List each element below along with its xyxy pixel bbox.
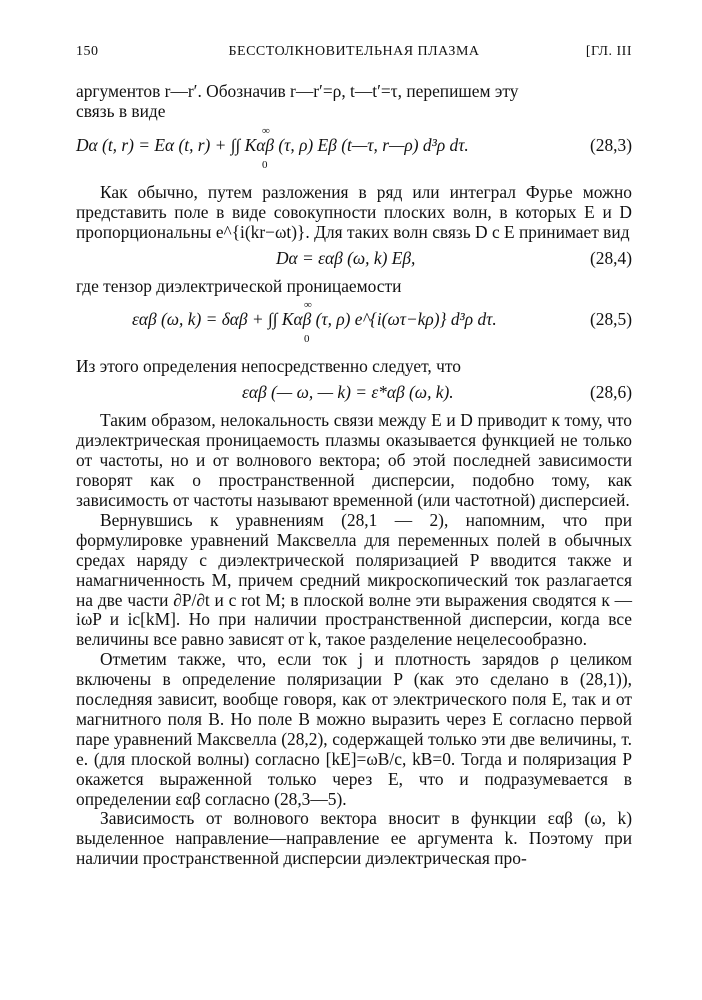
integral-upper-limit: ∞ [304,299,312,312]
paragraph-2: Как обычно, путем разложения в ряд или интеграл Фурье можно представить поле в виде совокупности плоских волн, в которых E и D пропорциональны e^{i(kr−ωt)}. Для таких волн связь D с E принимает вид [76,181,632,242]
page-body [76,82,632,869]
page-number: 150 [76,44,99,59]
equation-number: (28,4) [589,247,632,268]
paragraph-4: Из этого определения непосредственно следует, что [76,356,461,377]
paragraph-8: Зависимость от волнового вектора вносит в функции εαβ (ω, k) выделенное направление—направление ее аргумента k. Поэтому при наличии пространственной дисперсии диэлектрическая про- [76,808,632,869]
equation-28-6 [76,377,632,411]
paragraph-7: Отметим также, что, если ток j и плотность зарядов ρ целиком включены в определение поляризации P (как это сделано в (28,1)), последняя зависит, вообще говоря, как от электрического поля E, так и от магнитного поля B. Но поле B можно выразить через E согласно первой паре уравнений Максвелла (28,2), содержащей только эти две величины, т. е. (для плоской волны) согласно [kE]=ωB/c, kB=0. Тогда и поляризация P окажется выраженной только через E, что и подразумевается в определении εαβ согласно (28,3—5). [76,649,632,809]
equation-28-3 [76,122,632,170]
equation-number: (28,5) [589,309,632,330]
chapter-label: [ГЛ. III [585,44,632,59]
paragraph-5: Таким образом, нелокальность связи между E и D приводит к тому, что диэлектрическая проницаемость плазмы оказывается функцией не только от частоты, но и от волнового вектора; об этой последней зависимости говорят как о пространственной дисперсии, подобно тому, как зависимость от частоты называют временной (или частотной) дисперсией. [76,410,632,510]
paragraph-1-line-1: аргументов r—r′. Обозначив r—r′=ρ, t—t′=τ, перепишем эту [76,81,519,101]
equation-number: (28,3) [589,134,632,155]
equation-expression: Dα = εαβ (ω, k) Eβ, [276,247,416,268]
equation-expression: εαβ (— ω, — k) = ε*αβ (ω, k). [242,382,454,403]
paragraph-6: Вернувшись к уравнениям (28,1 — 2), напомним, что при формулировке уравнений Максвелла для переменных полей в обычных средах наряду с диэлектрической поляризацией P вводится также и намагниченность M, причем средний микроскопический ток разлагается на две части ∂P/∂t и c rot M; в плоской волне эти выражения сводятся к —iωP и ic[kM]. Но при наличии пространственной дисперсии, когда все величины все равно зависят от k, такое разделение нецелесообразно. [76,509,632,650]
equation-expression: Dα (t, r) = Eα (t, r) + ∫∫ Kαβ (τ, ρ) Eβ (t—τ, r—ρ) d³ρ dτ. [76,134,469,155]
integral-upper-limit: ∞ [262,124,270,137]
running-header [76,44,632,64]
equation-expression: εαβ (ω, k) = δαβ + ∫∫ Kαβ (τ, ρ) e^{i(ωτ−kρ)} d³ρ dτ. [132,309,497,330]
running-title: БЕССТОЛКНОВИТЕЛЬНАЯ ПЛАЗМА [228,44,480,59]
paragraph-1-line-2: связь в виде [76,100,166,121]
equation-number: (28,6) [589,382,632,403]
paragraph-3: где тензор диэлектрической проницаемости [76,275,402,296]
integral-lower-limit: 0 [304,333,310,346]
integral-lower-limit: 0 [262,158,268,171]
equation-28-4 [76,243,632,277]
equation-28-5 [76,296,632,344]
